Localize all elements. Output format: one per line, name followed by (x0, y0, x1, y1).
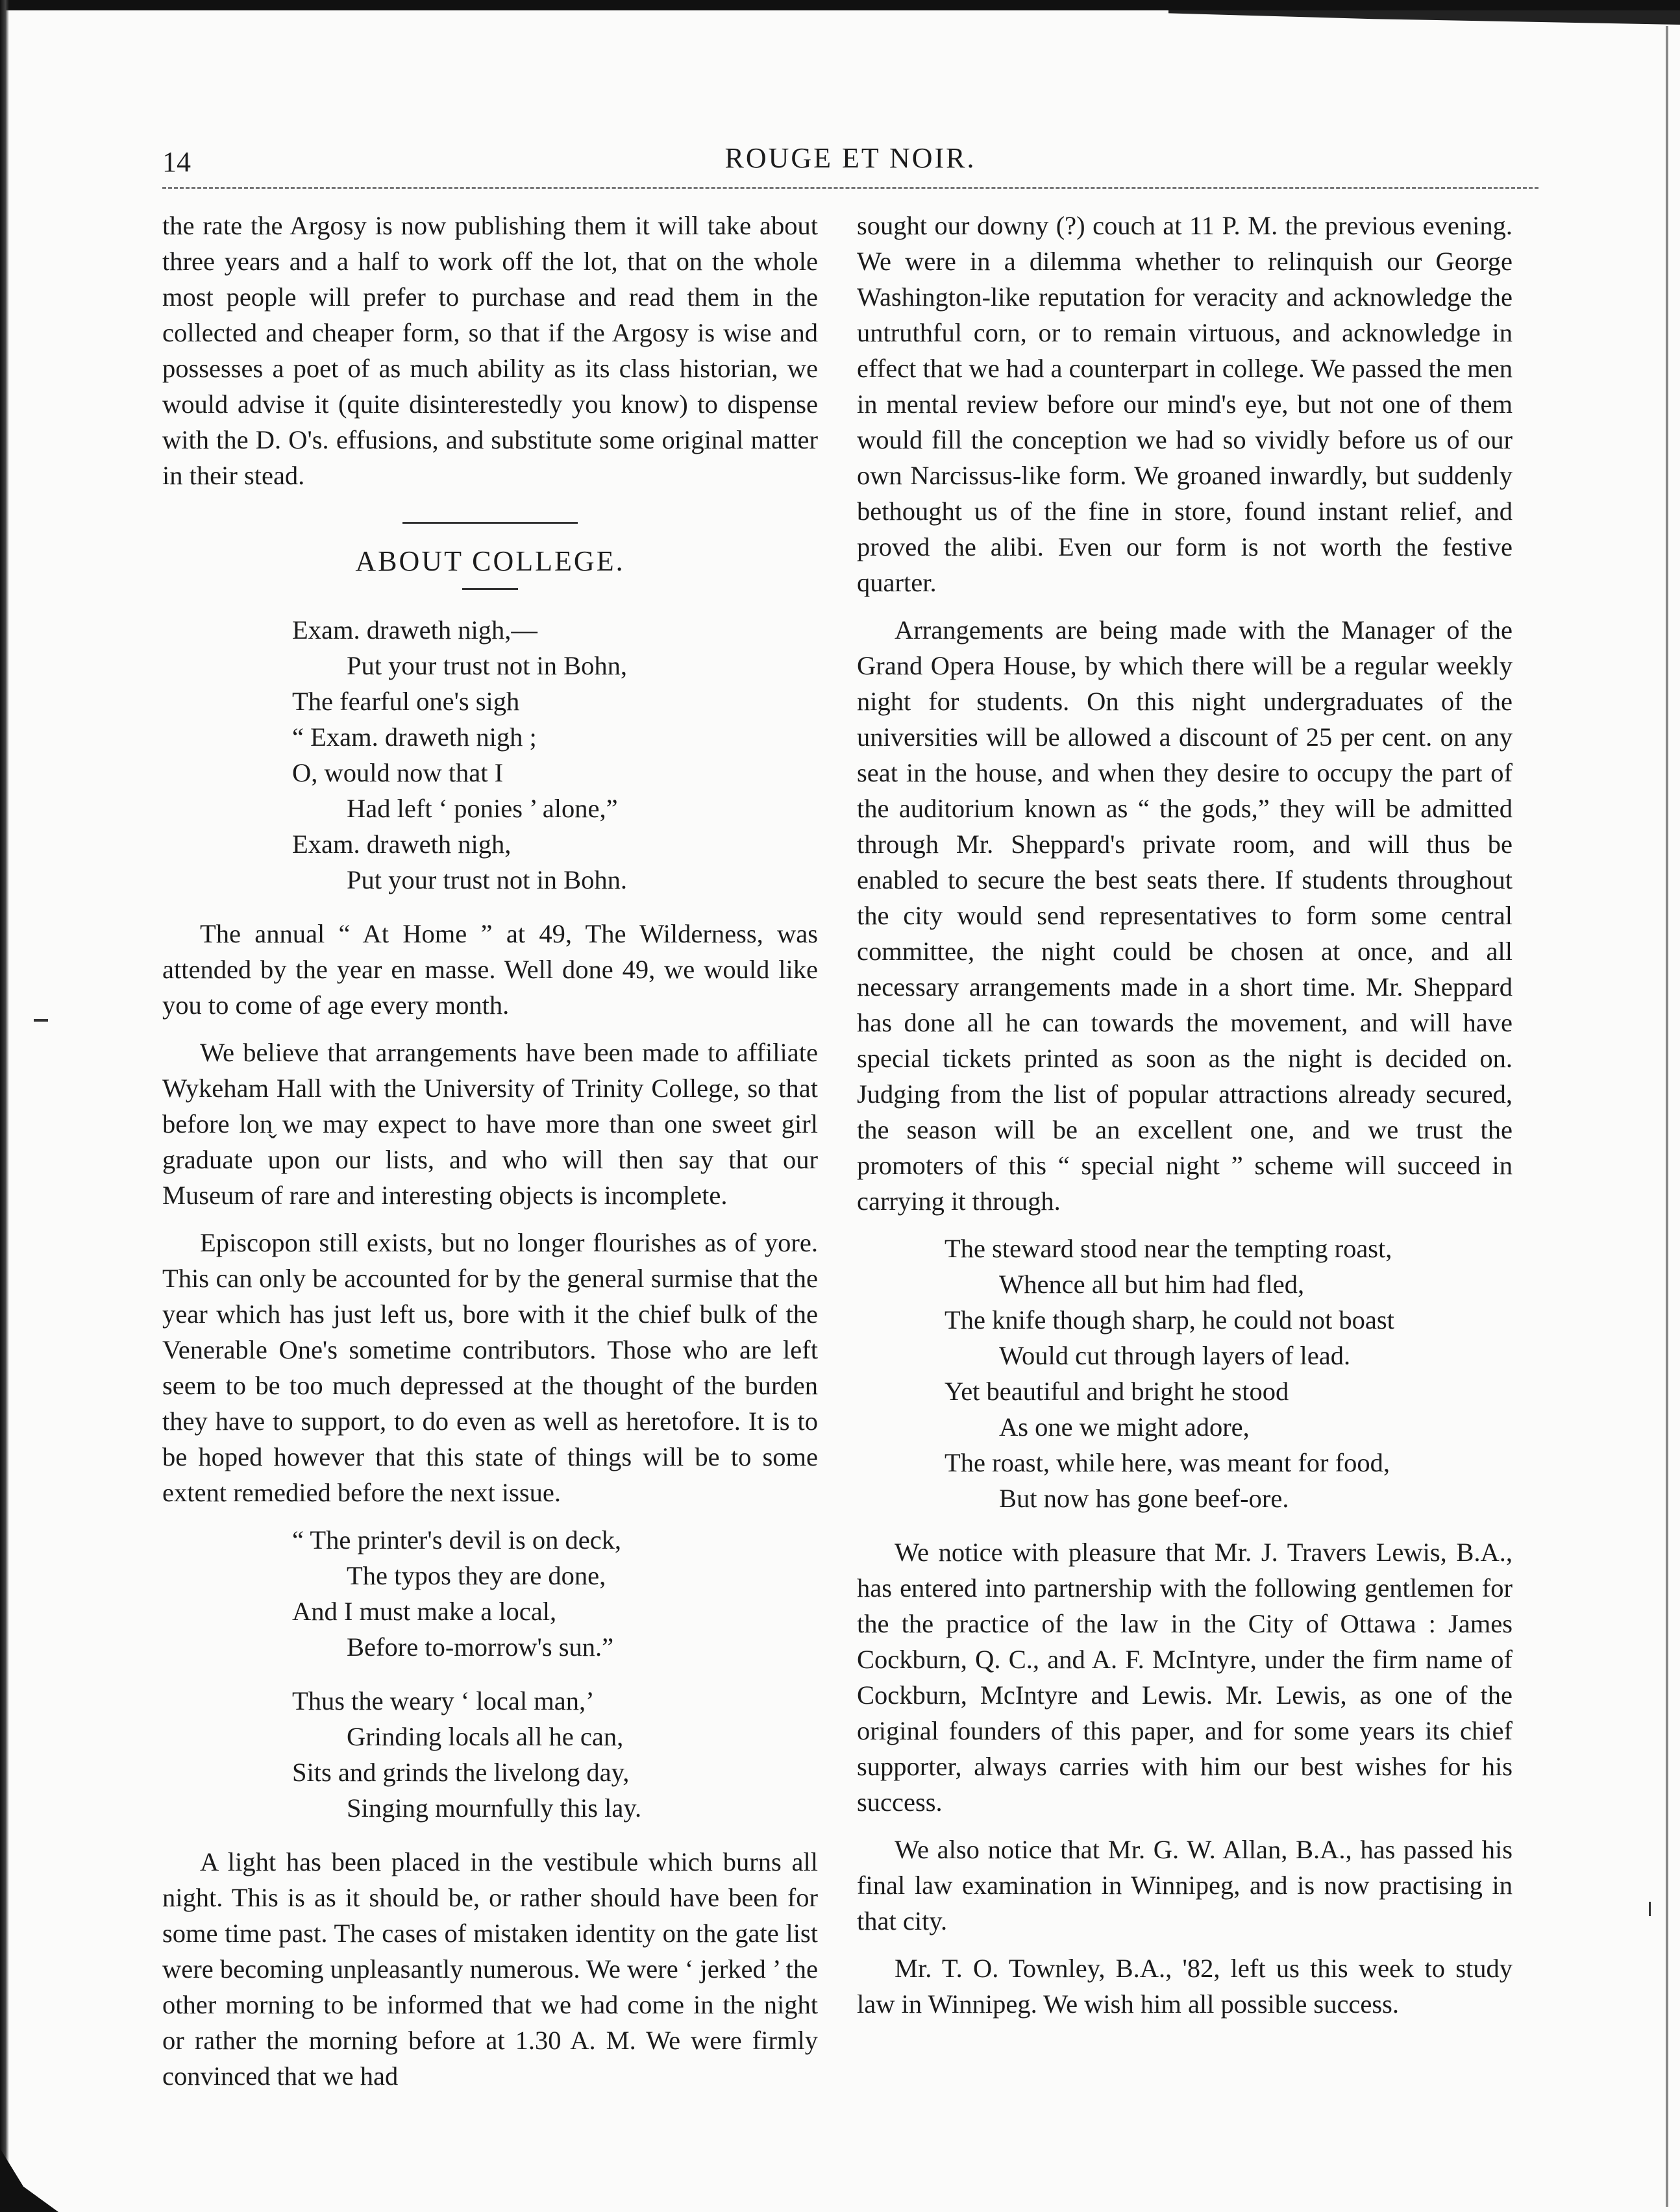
scan-edge-left (0, 0, 9, 2212)
poem-line: Put your trust not in Bohn, (347, 651, 628, 680)
poem-line: The typos they are done, (347, 1561, 606, 1590)
poem-line: Exam. draweth nigh,— (292, 615, 537, 645)
section-title: ABOUT COLLEGE. (355, 545, 625, 577)
poem-line: As one we might adore, (999, 1412, 1250, 1442)
poem-line: Whence all but him had fled, (999, 1270, 1305, 1299)
running-head (143, 141, 1558, 180)
poem-line: The roast, while here, was meant for food, (945, 1448, 1390, 1477)
poem-line: Had left ‘ ponies ’ alone,” (347, 794, 618, 823)
paragraph-argosy: the rate the Argosy is now publishing them it will take about three years and a half to work off the lot, that on the whole most people will prefer to purchase and read them in the collected and cheaper form, so that if the Argosy is wise and possesses a poet of as much ability as its class historian, we would advise it (quite disinterestedly you know) to dispense with the D. O's. effusions, and substitute some original matter in their stead. (162, 211, 818, 490)
poem-line: But now has gone beef-ore. (999, 1484, 1289, 1513)
paragraph-episcopon: Episcopon still exists, but no longer flourishes as of yore. This can only be accounted for by the general surmise that the year which has just left us, bore with it the chief bulk of the Venerable One's sometime contributors. Those who are left seem to be too much depressed at the thought of the burden they have to support, to do even as well as heretofore. It is to be hoped however that this state of things will be to some extent remedied before the next issue. (162, 1228, 818, 1507)
poem-line: “ The printer's devil is on deck, (292, 1525, 622, 1555)
poem-line: Singing mournfully this lay. (347, 1793, 642, 1823)
poem-line: Would cut through layers of lead. (999, 1341, 1351, 1370)
paragraph-downy-couch: sought our downy (?) couch at 11 P. M. the previous evening. We were in a dilemma whether to relinquish our George Washington-like reputation for veracity and acknowledge the untruthful corn, or to remain virtuous, and acknowledge in effect that we had a counterpart in college. We passed the men in mental review before our mind's eye, but not one of them would fill the conception we had so vividly before us of our own Narcissus-like form. We groaned inwardly, but suddenly bethought us of the fine in store, found instant relief, and proved the alibi. Even our form is not worth the festive quarter. (857, 211, 1513, 597)
poem-line: “ Exam. draweth nigh ; (292, 722, 537, 752)
right-column (857, 208, 1513, 2034)
paragraph-opera-house: Arrangements are being made with the Manager of the Grand Opera House, by which there will be a regular weekly night for students. On this night undergraduates of the universities will be allowed a discount of 25 per cent. on any seat in the house, and when they desire to occupy the part of the auditorium known as “ the gods,” they will be admitted through Mr. Sheppard's private room, and will thus be enabled to secure the best seats there. If students throughout the city would send representatives to form some central committee, the night could be chosen at once, and all necessary arrangements made in a short time. Mr. Sheppard has done all he can towards the movement, and will have special tickets printed as soon as the night is decided on. Judging from the list of popular attractions already secured, the season will be an excellent one, and we trust the promoters of this “ special night ” scheme will succeed in carrying it through. (857, 615, 1513, 1216)
section-separator (402, 522, 578, 524)
poem-line: Put your trust not in Bohn. (347, 865, 628, 894)
poem-line: Grinding locals all he can, (347, 1722, 624, 1751)
poem-line: And I must make a local, (292, 1597, 557, 1626)
poem-line: Thus the weary ‘ local man,’ (292, 1686, 595, 1715)
poem-steward (857, 1231, 1513, 1516)
poem-line: O, would now that I (292, 758, 504, 787)
margin-mark (34, 1019, 48, 1022)
poem-line: Exam. draweth nigh, (292, 830, 512, 859)
poem-exam (162, 612, 818, 898)
paragraph-allan: We also notice that Mr. G. W. Allan, B.A., has passed his final law examination in Winnipeg, and is now practising in that city. (857, 1835, 1513, 1936)
left-column (162, 208, 818, 2106)
poem-line: Sits and grinds the livelong day, (292, 1758, 630, 1787)
poem-line: Before to-morrow's sun.” (347, 1632, 614, 1662)
poem-line: Yet beautiful and bright he stood (945, 1377, 1289, 1406)
poem-line: The fearful one's sigh (292, 687, 520, 716)
page-number: 14 (162, 146, 191, 178)
scan-edge-top (0, 0, 1680, 10)
scan-edge-top-right (1168, 10, 1680, 25)
section-title-rule (462, 588, 518, 590)
poem-local-man (162, 1683, 818, 1826)
paragraph-wykeham: We believe that arrangements have been made to affiliate Wykeham Hall with the University of Trinity College, so that before lon̬ we may expect to have more than one sweet girl graduate upon our lists, and who will then say that our Museum of rare and interesting objects is incomplete. (162, 1038, 818, 1210)
header-rule (162, 187, 1538, 189)
poem-printers-devil (162, 1522, 818, 1665)
paragraph-townley: Mr. T. O. Townley, B.A., '82, left us this week to study law in Winnipeg. We wish him all possible success. (857, 1954, 1513, 2019)
paragraph-travers-lewis: We notice with pleasure that Mr. J. Travers Lewis, B.A., has entered into partnership with the following gentlemen for the the practice of the law in the City of Ottawa : James Cockburn, Q. C., and A. F. McIntyre, under the firm name of Cockburn, McIntyre and Lewis. Mr. Lewis, as one of the original founders of this paper, and for some years its chief supporter, always carries with him our best wishes for his success. (857, 1538, 1513, 1817)
paragraph-vestibule: A light has been placed in the vestibule which burns all night. This is as it should be, or rather should have been for some time past. The cases of mistaken identity on the gate list were becoming unpleasantly numerous. We were ‘ jerked ’ the other morning to be informed that we had come in the night or rather the morning before at 1.30 A. M. We were firmly convinced that we had (162, 1847, 818, 2091)
journal-title: ROUGE ET NOIR. (724, 142, 976, 174)
scan-edge-right (1666, 26, 1668, 2207)
poem-line: The knife though sharp, he could not boast (945, 1305, 1394, 1334)
poem-line: The steward stood near the tempting roast, (945, 1234, 1392, 1263)
paragraph-at-home: The annual “ At Home ” at 49, The Wilderness, was attended by the year en masse. Well done 49, we would like you to come of age every month. (162, 919, 818, 1020)
margin-mark (1649, 1902, 1651, 1916)
